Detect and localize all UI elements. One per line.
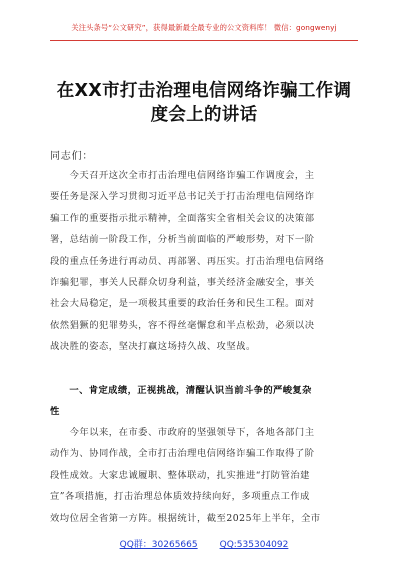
heading-line: 性 <box>50 406 60 418</box>
paragraph-line: 署，总结前一阶段工作，分析当前面临的严峻形势，对下一阶 <box>50 234 315 246</box>
paragraph-line: 段的重点任务进行再动员、再部署、再压实。打击治理电信网络 <box>50 255 325 267</box>
header-divider <box>50 40 358 41</box>
paragraph-line: 今天召开这次全市打击治理电信网络诈骗工作调度会，主 <box>50 170 315 181</box>
paragraph-line: 今年以来，在市委、市政府的坚强领导下，各地各部门主 <box>50 427 315 438</box>
body-paragraph-1 <box>50 165 362 358</box>
paragraph-line: 战决胜的姿态，坚决打赢这场持久战、攻坚战。 <box>50 341 256 353</box>
paragraph-line: 动作为、协同作战，全市打击治理电信网络诈骗工作取得了阶 <box>50 448 315 460</box>
paragraph-line: 骗工作的重要指示批示精神，全面落实全省相关会议的决策部 <box>50 212 315 224</box>
paragraph-line: 要任务是深入学习贯彻习近平总书记关于打击治理电信网络诈 <box>50 191 315 203</box>
paragraph-line: 社会大局稳定，是一项极其重要的政治任务和民生工程。面对 <box>50 298 315 310</box>
paragraph-line: 宣”各项措施，打击治理总体质效持续向好，多项重点工作成 <box>50 491 310 503</box>
paragraph-line: 依然猖獗的犯罪势头，容不得丝毫懈怠和半点松劲，必须以决 <box>50 319 315 331</box>
paragraph-line: 效均位居全省第一方阵。根据统计，截至2025年上半年，全市 <box>50 512 321 524</box>
body-paragraph-2 <box>50 422 362 529</box>
section-heading <box>50 380 370 423</box>
qq-number-link[interactable]: QQ:535304092 <box>219 540 289 550</box>
title-line: 在XX市打击治理电信网络诈骗工作调 <box>56 81 352 101</box>
qq-group-link[interactable]: QQ群：30265665 <box>119 540 198 550</box>
footer-contacts <box>0 539 408 551</box>
paragraph-line: 段性成效。大家忠诚履职、整体联动，扎实推进“打防管治建 <box>50 469 310 481</box>
paragraph-line: 诈骗犯罪，事关人民群众切身利益，事关经济金融安全，事关 <box>50 277 315 289</box>
header-notice: 关注头条号“公文研究”，获得最新最全最专业的公文资料库！ 微信：gongwenyj <box>71 23 337 32</box>
document-title <box>30 79 378 127</box>
title-line: 度会上的讲话 <box>150 105 258 125</box>
salutation: 同志们： <box>50 151 94 162</box>
heading-line: 一、肯定成绩，正视挑战，清醒认识当前斗争的严峻复杂 <box>50 385 312 396</box>
